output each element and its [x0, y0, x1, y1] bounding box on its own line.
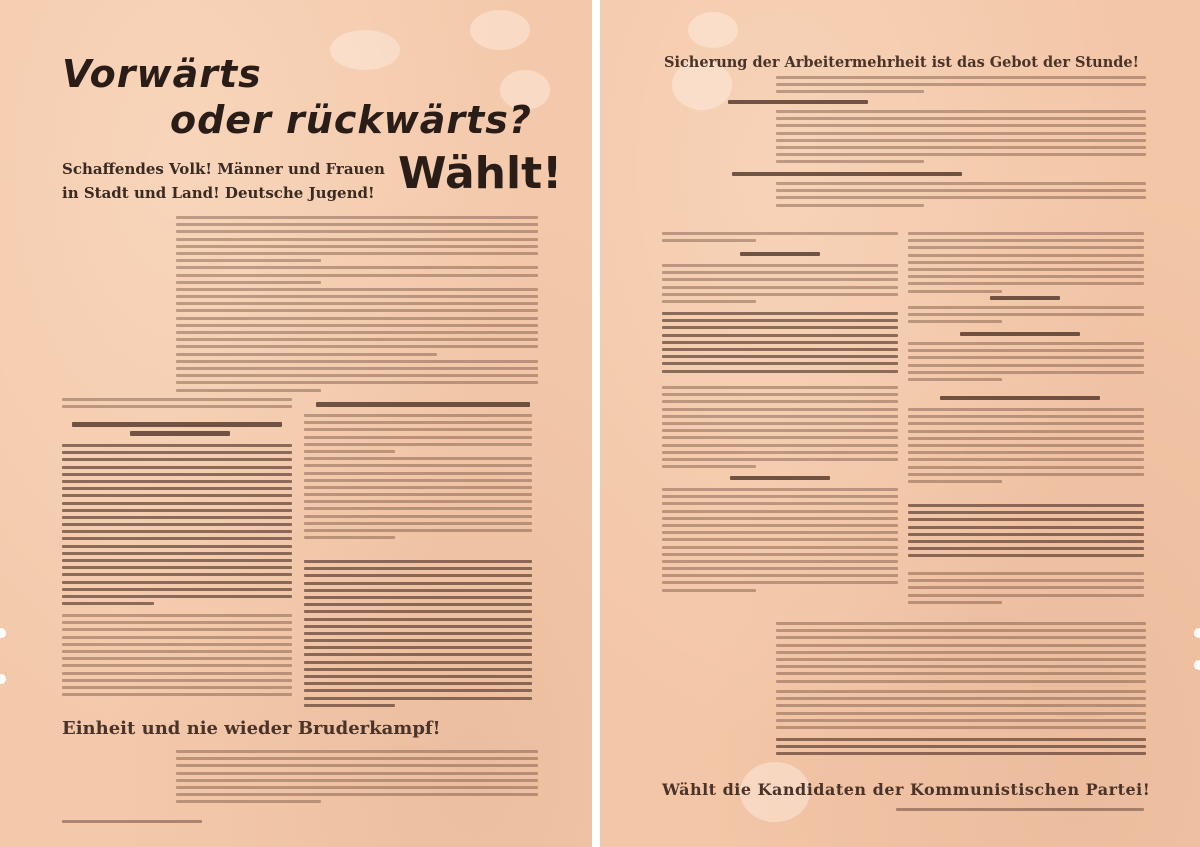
main-title-line-2: oder rückwärts? — [170, 98, 532, 142]
punch-hole — [1194, 628, 1200, 638]
column-text — [662, 264, 898, 307]
page-gap — [592, 0, 600, 847]
closing-call: Wählt die Kandidaten der Kommunistischen Partei! — [662, 780, 1151, 799]
column-text — [908, 572, 1144, 608]
vote-word: Wählt! — [398, 148, 563, 199]
intro-text — [176, 216, 538, 396]
subhead — [732, 172, 962, 176]
left-column-text — [62, 614, 292, 700]
column-subhead — [960, 332, 1080, 336]
column-subhead — [316, 402, 530, 407]
closing-text — [176, 750, 538, 808]
column-subhead — [730, 476, 830, 480]
left-column-text — [62, 444, 292, 609]
column-text — [908, 504, 1144, 562]
column-subhead — [130, 431, 230, 436]
party-imprint — [896, 808, 1144, 811]
bottom-text — [776, 738, 1146, 760]
headline-text — [776, 110, 1146, 168]
section-headline: Einheit und nie wieder Bruderkampf! — [62, 718, 441, 739]
column-text — [908, 408, 1144, 487]
right-column-text — [304, 560, 532, 711]
left-column-text — [62, 398, 292, 412]
column-text — [662, 232, 898, 246]
right-page — [600, 0, 1200, 847]
water-stain — [330, 30, 400, 70]
subhead — [728, 100, 868, 104]
headline-text — [776, 182, 1146, 211]
bottom-text — [776, 622, 1146, 687]
water-stain — [688, 12, 738, 48]
printer-imprint — [62, 820, 202, 823]
column-text — [908, 306, 1144, 328]
column-text — [908, 342, 1144, 385]
subtitle-line-1: Schaffendes Volk! Männer und Frauen — [62, 160, 385, 178]
headline-text — [776, 76, 1146, 98]
column-text — [908, 232, 1144, 297]
column-text — [662, 312, 898, 377]
column-subhead — [72, 422, 282, 427]
punch-hole — [1194, 660, 1200, 670]
bottom-text — [776, 690, 1146, 733]
main-title-line-1: Vorwärts — [62, 52, 262, 96]
column-text — [662, 488, 898, 596]
column-subhead — [740, 252, 820, 256]
right-headline: Sicherung der Arbeitermehrheit ist das Gebot der Stunde! — [664, 54, 1139, 71]
column-subhead — [940, 396, 1100, 400]
column-text — [662, 386, 898, 472]
left-page — [0, 0, 592, 847]
subtitle-line-2: in Stadt und Land! Deutsche Jugend! — [62, 184, 375, 202]
right-column-text — [304, 414, 532, 543]
column-subhead — [990, 296, 1060, 300]
water-stain — [470, 10, 530, 50]
